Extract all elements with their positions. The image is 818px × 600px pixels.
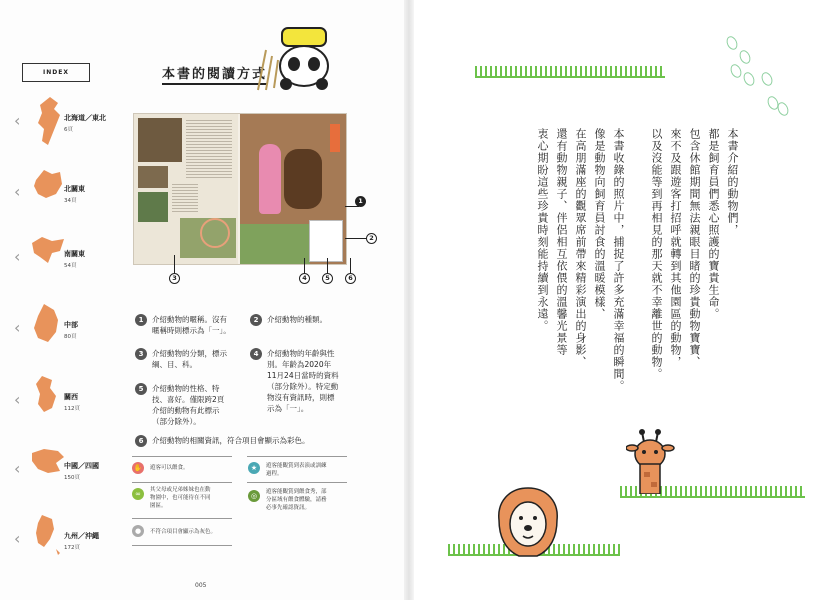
book-gutter xyxy=(404,0,414,600)
kyushu-okinawa-map-icon xyxy=(30,513,66,557)
region-name: 中國／四國 xyxy=(64,462,99,470)
sample-photo xyxy=(240,224,310,264)
region-south-kanto[interactable] xyxy=(14,231,114,291)
chevron-left-icon: ‹ xyxy=(14,529,21,548)
region-name: 中部 xyxy=(64,321,78,329)
chevron-left-icon: ‹ xyxy=(14,247,21,266)
feeding-show-icon: ◎ xyxy=(248,490,260,502)
region-name: 北海道／東北 xyxy=(64,114,106,122)
region-page: 54頁 xyxy=(64,263,77,269)
region-page: 6頁 xyxy=(64,127,73,133)
show-icon: ★ xyxy=(248,462,260,474)
figure-marker-6: 6 xyxy=(345,273,356,284)
region-name: 南關東 xyxy=(64,250,85,258)
region-kyushu-okinawa[interactable] xyxy=(14,513,114,573)
south-kanto-map-icon xyxy=(30,231,66,271)
chevron-left-icon: ‹ xyxy=(14,390,21,409)
intro-line-7: 像是動物向飼育員討食的溫暖模樣、 xyxy=(593,128,606,320)
region-page: 34頁 xyxy=(64,198,77,204)
sample-photo xyxy=(138,166,168,188)
figure-marker-5: 5 xyxy=(322,273,333,284)
region-name: 關西 xyxy=(64,393,78,401)
feeding-icon: ✋ xyxy=(133,464,143,472)
note-family: 其父母或兄弟姊妹也在動 物園中，也可能待在不同 園區。 xyxy=(150,487,211,509)
sample-highlight-circle xyxy=(200,218,230,248)
sample-info-box xyxy=(309,220,343,262)
chevron-left-icon: ‹ xyxy=(14,182,21,201)
region-name: 九州／沖繩 xyxy=(64,532,99,540)
sample-horse xyxy=(284,149,322,209)
panda-illustration xyxy=(252,20,342,92)
page-number: 005 xyxy=(195,582,207,589)
hokkaido-tohoku-map-icon xyxy=(30,95,66,147)
chevron-left-icon: ‹ xyxy=(14,111,21,130)
region-chubu[interactable] xyxy=(14,302,114,362)
note-feeding-show: 遊客能觀賞到餵食秀，部 分區域有餵食體驗，請務 必事先確認資訊。 xyxy=(266,489,327,511)
intro-line-10: 衷心期盼這些珍貴時刻能持續到永遠。 xyxy=(536,128,549,332)
figure-marker-4: 4 xyxy=(299,273,310,284)
gray-icon: ● xyxy=(132,525,144,537)
kansai-map-icon xyxy=(30,374,66,418)
sample-badge xyxy=(330,124,340,152)
region-north-kanto[interactable] xyxy=(14,166,114,226)
figure-marker-2: 2 xyxy=(366,233,377,244)
region-chugoku-shikoku[interactable] xyxy=(14,443,114,503)
figure-marker-1: 1 xyxy=(355,196,366,207)
region-hokkaido-tohoku[interactable] xyxy=(14,95,114,155)
family-icon: ∞ xyxy=(132,488,144,500)
note-gray: 不符合項目會顯示為灰色。 xyxy=(150,529,217,535)
intro-line-9: 還有動物親子、伴侶相互依偎的溫馨光景等 xyxy=(555,128,568,356)
note-show: 遊客能觀賞到表演或訓練 過程。 xyxy=(266,463,327,477)
giraffe-illustration xyxy=(626,428,682,494)
region-page: 150頁 xyxy=(64,475,80,481)
chevron-left-icon: ‹ xyxy=(14,459,21,478)
page-title: 本書的閱讀方式 xyxy=(162,63,267,85)
intro-line-4: 來不及跟遊客打招呼就轉到其他園區的動物， xyxy=(669,128,682,368)
region-kansai[interactable] xyxy=(14,374,114,434)
sample-text-block xyxy=(172,184,198,214)
sample-photo xyxy=(138,118,182,162)
intro-line-8: 在高朋滿座的觀眾席前帶來精彩演出的身影、 xyxy=(574,128,587,368)
sample-text-block xyxy=(186,120,232,180)
note-feeding: 遊客可以餵食。 xyxy=(150,465,189,471)
intro-line-6: 本書收錄的照片中，捕捉了許多充滿幸福的瞬間。 xyxy=(612,128,625,392)
region-page: 112頁 xyxy=(64,406,80,412)
sample-girl xyxy=(259,144,281,214)
chubu-map-icon xyxy=(30,302,66,346)
region-name: 北關東 xyxy=(64,185,85,193)
region-page: 80頁 xyxy=(64,334,77,340)
grass-decoration xyxy=(475,66,665,78)
index-label: INDEX xyxy=(22,63,90,82)
lion-illustration xyxy=(495,486,561,558)
chevron-left-icon: ‹ xyxy=(14,318,21,337)
north-kanto-map-icon xyxy=(30,166,66,206)
intro-line-2: 都是飼育員們悉心照護的寶貴生命。 xyxy=(707,128,720,320)
intro-line-5: 以及沒能等到再相見的那天就不幸離世的動物。 xyxy=(650,128,663,380)
region-page: 172頁 xyxy=(64,545,80,551)
sample-photo xyxy=(138,192,168,222)
sample-page-figure xyxy=(133,113,347,265)
intro-line-1: 本書介紹的動物們， xyxy=(726,128,739,236)
chugoku-shikoku-map-icon xyxy=(30,443,66,483)
intro-line-3: 包含休館期間無法親眼目睹的珍貴動物寶寶、 xyxy=(688,128,701,368)
figure-marker-3: 3 xyxy=(169,273,180,284)
